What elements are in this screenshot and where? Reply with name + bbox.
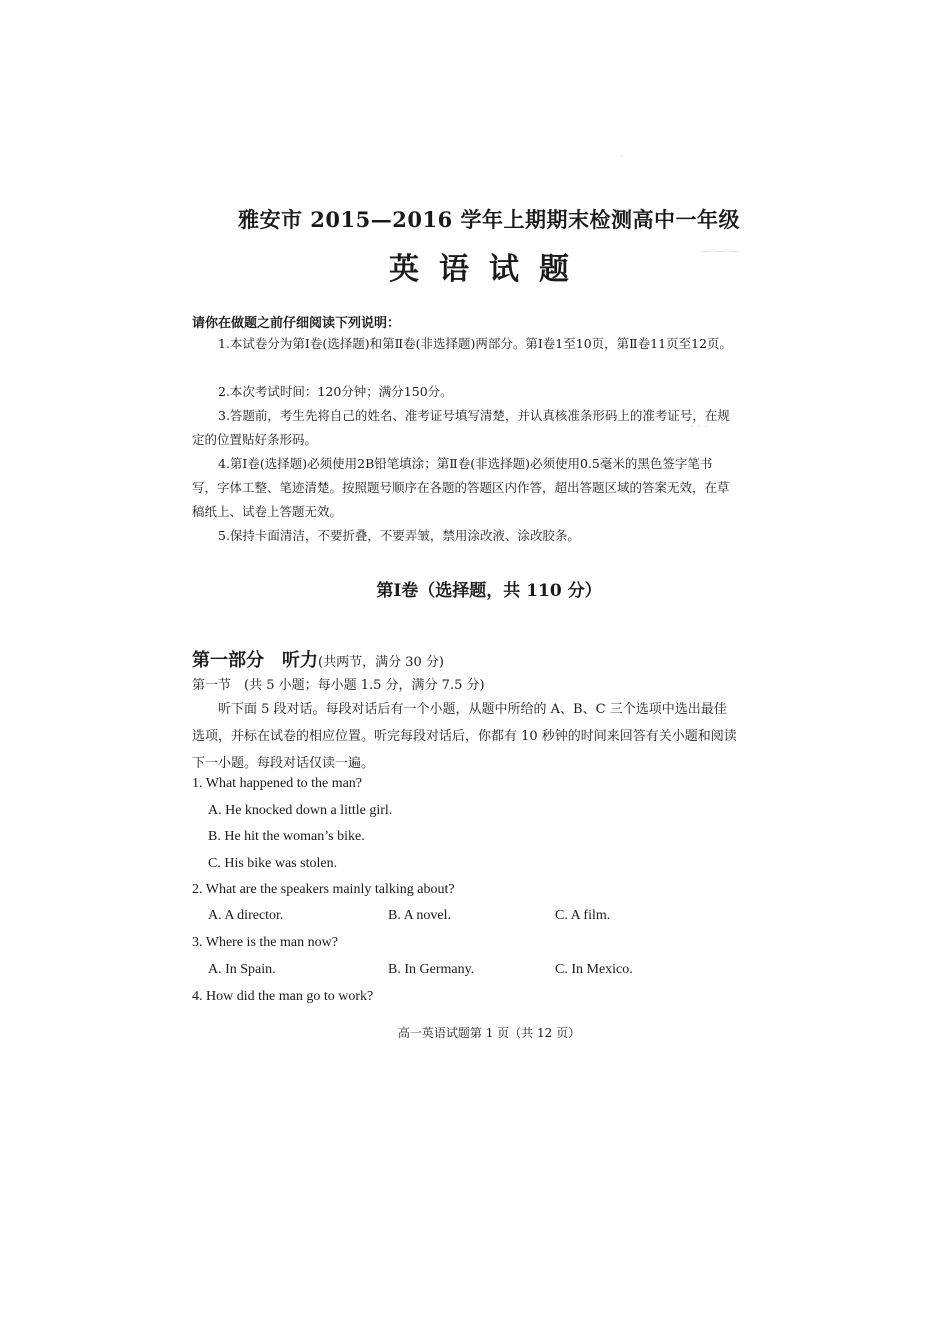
listening-instructions: 听下面 5 段对话。每段对话后有一个小题，从题中所给的 A、B、C 三个选项中选出最佳选项，并标在试卷的相应位置。听完每段对话后，你都有 10 秒钟的时间来回答有关小题和阅读下一小题。每段对话仅读一遍。 [192,702,737,771]
question-option: C. A film. [555,908,611,923]
question-option: A. In Spain. [208,962,276,977]
question-option: C. In Mexico. [555,962,633,977]
instruction-item: 1.本试卷分为第Ⅰ卷(选择题)和第Ⅱ卷(非选择题)两部分。第Ⅰ卷1至10页，第Ⅱ卷11页至12页。 [218,336,732,351]
instruction-item: 4.第Ⅰ卷(选择题)必须使用2B铅笔填涂；第Ⅱ卷(非选择题)必须使用0.5毫米的黑色签字笔书写，字体工整、笔迹清楚。按照题号顺序在各题的答题区内作答，超出答题区域的答案无效，在草稿纸上、试卷上答题无效。 [192,456,730,519]
question-option: B. In Germany. [388,962,475,977]
question-option: B. He hit the woman’s bike. [208,829,365,844]
question-stem: 1. What happened to the man? [192,776,363,791]
page-footer: 高一英语试题第 1 页（共 12 页） [397,1026,581,1040]
part-title-note: (共两节，满分 30 分) [318,655,444,670]
question-option: C. His bike was stolen. [208,856,338,871]
instructions-heading: 请你在做题之前仔细阅读下列说明： [192,316,401,331]
scan-noise: · [620,150,624,163]
part-title [192,646,444,672]
scan-noise: · · · [690,420,708,433]
exam-subject-title: 英语试题 [389,252,589,287]
question-option: A. He knocked down a little girl. [208,803,393,818]
instruction-item: 3.答题前，考生先将自己的姓名、准考证号填写清楚，并认真核准条形码上的准考证号，在规定的位置贴好条形码。 [192,408,730,447]
question-stem: 3. Where is the man now? [192,935,338,950]
section-title: 第Ⅰ卷（选择题，共 110 分） [376,581,602,601]
part-title-main: 第一部分 听力 [192,650,318,671]
scan-noise: — — — [700,245,740,258]
question-option: B. A novel. [388,908,452,923]
instruction-item: 5.保持卡面清洁，不要折叠，不要弄皱，禁用涂改液、涂改胶条。 [218,528,580,543]
instruction-item: 2.本次考试时间：120分钟；满分150分。 [218,384,453,399]
question-stem: 2. What are the speakers mainly talking about? [192,882,455,897]
exam-title: 雅安市 2015—2016 学年上期期末检测高中一年级 [237,207,740,232]
question-stem: 4. How did the man go to work? [192,989,374,1004]
question-option: A. A director. [208,908,284,923]
subsection-title: 第一节 (共 5 小题；每小题 1.5 分，满分 7.5 分) [192,678,485,693]
